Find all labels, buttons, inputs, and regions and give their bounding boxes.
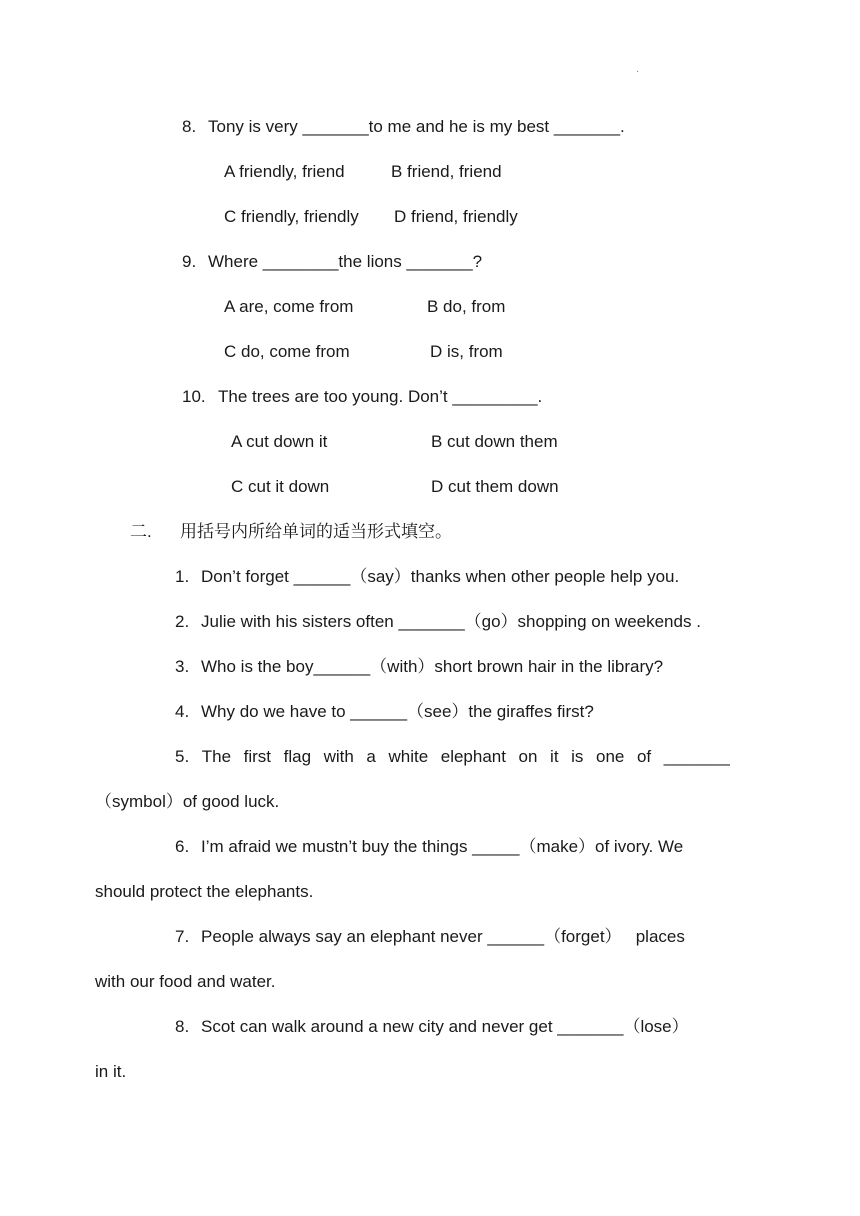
- item-number: 4.: [175, 702, 190, 721]
- fill-item-5: [175, 746, 730, 768]
- item-text: I’m afraid we mustn’t buy the things _____（make）of ivory. We: [201, 837, 684, 856]
- word: first: [243, 747, 272, 766]
- word: is: [571, 747, 584, 766]
- fill-item-2: [175, 611, 701, 633]
- mc-question-9: [182, 251, 482, 273]
- item-number: 7.: [175, 927, 190, 946]
- item-text: Who is the boy______（with）short brown hair in the library?: [201, 657, 664, 676]
- word: white: [388, 747, 429, 766]
- mc-question-10: [182, 386, 542, 408]
- fill-item-3: [175, 656, 663, 678]
- option-c: C cut it down: [231, 477, 330, 496]
- option-d: D is, from: [430, 342, 503, 361]
- item-number: 3.: [175, 657, 190, 676]
- answer-blank: _______: [663, 747, 730, 766]
- question-number: 9.: [182, 252, 197, 271]
- item-number: 5.: [175, 747, 190, 766]
- item-text: Don’t forget ______（say）thanks when other people help you.: [201, 567, 680, 586]
- option-d: D cut them down: [431, 477, 559, 496]
- item-text: Scot can walk around a new city and never get _______（lose）: [201, 1017, 689, 1036]
- fill-item-7: [175, 926, 685, 948]
- option-b: B do, from: [427, 297, 506, 316]
- section-heading: [130, 521, 452, 543]
- word: with: [323, 747, 354, 766]
- option-a: A friendly, friend: [224, 162, 345, 181]
- word: of: [636, 747, 652, 766]
- item-number: 8.: [175, 1017, 190, 1036]
- fill-item-1: [175, 566, 679, 588]
- mc-question-8: [182, 116, 625, 138]
- option-a: A cut down it: [231, 432, 328, 451]
- word: a: [366, 747, 376, 766]
- item-number: 6.: [175, 837, 190, 856]
- fill-item-8-continuation: in it.: [95, 1062, 127, 1081]
- option-a: A are, come from: [224, 297, 354, 316]
- item-number: 1.: [175, 567, 190, 586]
- option-b: B cut down them: [431, 432, 558, 451]
- word: The: [201, 747, 232, 766]
- word: on: [518, 747, 538, 766]
- option-c: C do, come from: [224, 342, 350, 361]
- word: it: [550, 747, 559, 766]
- word: flag: [283, 747, 312, 766]
- fill-item-6-continuation: should protect the elephants.: [95, 882, 314, 901]
- question-stem: Tony is very _______to me and he is my best _______.: [208, 117, 625, 136]
- question-number: 10.: [182, 387, 206, 406]
- item-text: Why do we have to ______（see）the giraffes first?: [201, 702, 594, 721]
- question-number: 8.: [182, 117, 197, 136]
- fill-item-7-continuation: with our food and water.: [95, 972, 276, 991]
- word: elephant: [440, 747, 506, 766]
- item-number: 2.: [175, 612, 190, 631]
- fill-item-5-continuation: （symbol）of good luck.: [95, 792, 280, 811]
- fill-item-8: [175, 1016, 689, 1038]
- item-text: Julie with his sisters often _______（go）shopping on weekends .: [201, 612, 701, 631]
- fill-item-4: [175, 701, 594, 723]
- section-title: 用括号内所给单词的适当形式填空。: [180, 522, 452, 541]
- section-number: 二.: [130, 522, 152, 541]
- word: one: [595, 747, 625, 766]
- question-stem: Where ________the lions _______?: [208, 252, 483, 271]
- header-mark: ·: [636, 66, 640, 77]
- option-d: D friend, friendly: [394, 207, 518, 226]
- question-stem: The trees are too young. Don’t _________.: [218, 387, 543, 406]
- option-c: C friendly, friendly: [224, 207, 359, 226]
- item-text: People always say an elephant never ______（forget） places: [201, 927, 685, 946]
- fill-item-6: [175, 836, 683, 858]
- option-b: B friend, friend: [391, 162, 502, 181]
